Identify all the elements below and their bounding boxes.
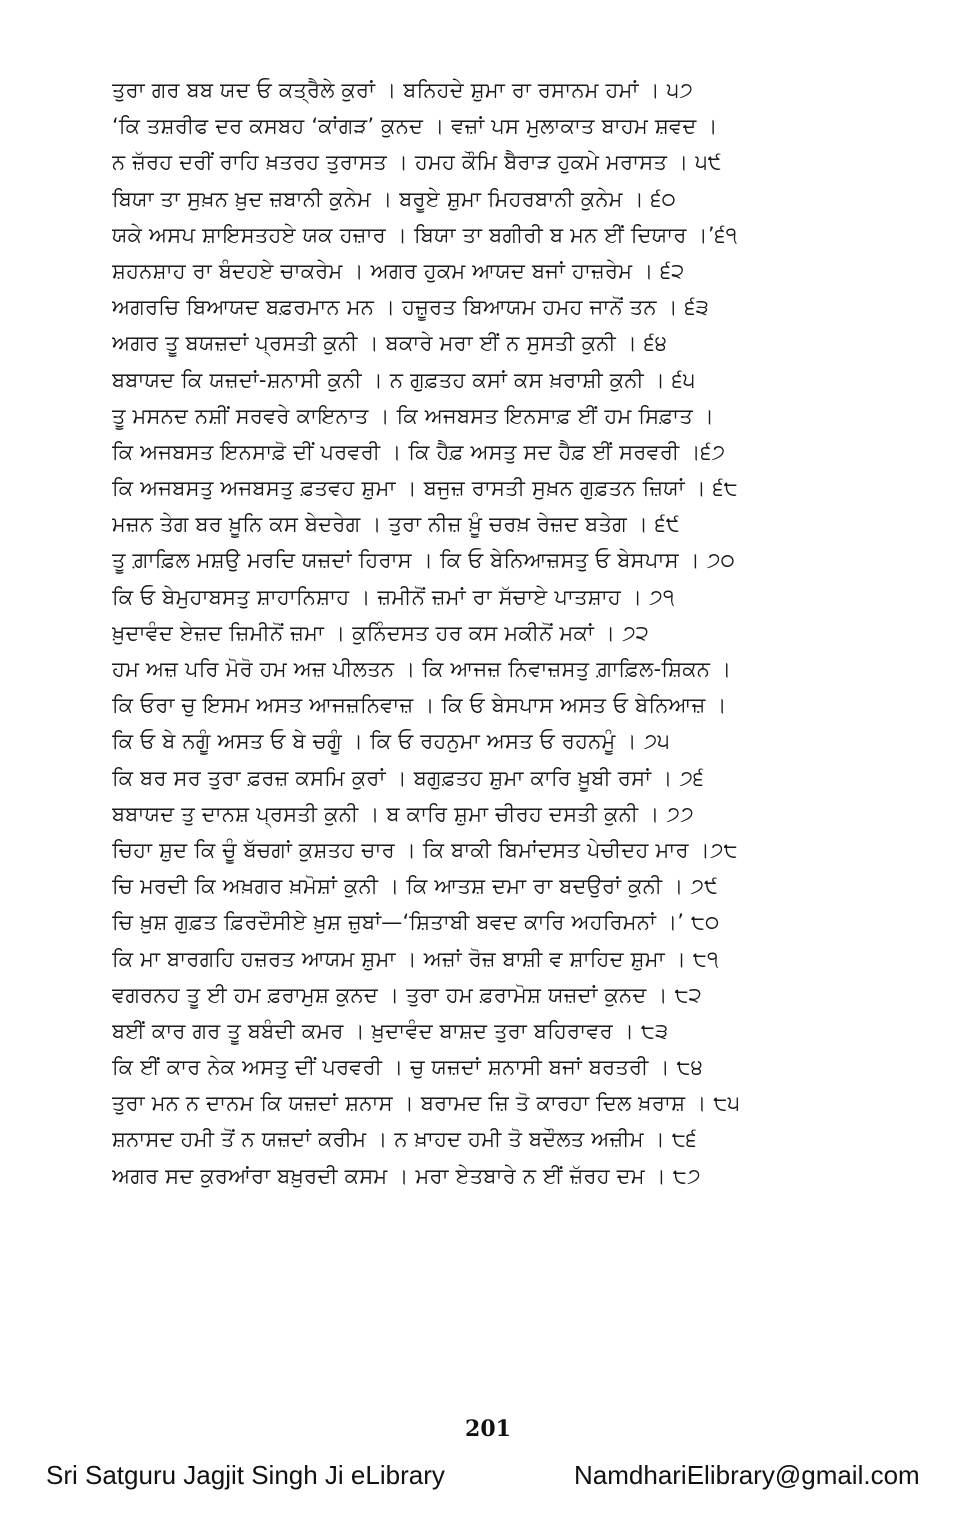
verse-line: ਮਜ਼ਨ ਤੇਗ ਬਰ ਖ਼ੂਨਿ ਕਸ ਬੇਦਰੇਗ । ਤੁਰਾ ਨੀਜ਼ ਖ਼ੂੰ ਚਰਖ਼ ਰੇਜ਼ਦ ਬਤੇਗ । ੬੯ [112, 512, 680, 537]
verse-line: ਬਬਾਯਦ ਤੁ ਦਾਨਸ਼ ਪ੍ਰਸਤੀ ਕੁਨੀ । ਬ ਕਾਰਿ ਸ਼ੁਮਾ ਚੀਰਹ ਦਸਤੀ ਕੁਨੀ । ੭੭ [112, 801, 694, 826]
verse-line: ‘ਕਿ ਤਸ਼ਰੀਫ ਦਰ ਕਸਬਹ ‘ਕਾਂਗੜ’ ਕੁਨਦ । ਵਜ਼ਾਂ ਪਸ ਮੁਲਾਕਾਤ ਬਾਹਮ ਸ਼ਵਦ । [112, 114, 718, 139]
verse-line: ਤੁਰਾ ਮਨ ਨ ਦਾਨਮ ਕਿ ਯਜ਼ਦਾਂ ਸ਼ਨਾਸ । ਬਰਾਮਦ ਜ਼ਿ ਤੋ ਕਾਰਹਾ ਦਿਲ ਖ਼ਰਾਸ਼ । ੮੫ [112, 1091, 741, 1116]
verse-line: ਚਿ ਖ਼ੁਸ਼ ਗੁਫ਼ਤ ਫ਼ਿਰਦੌਸੀਏ ਖ਼ੁਸ਼ ਜ਼ੁਬਾਂ—‘ਸ਼ਿਤਾਬੀ ਬਵਦ ਕਾਰਿ ਅਹਰਿਮਨਾਂ ।’ ੮੦ [112, 910, 720, 935]
verse-line: ਯਕੇ ਅਸਪ ਸ਼ਾਇਸਤਹਏ ਯਕ ਹਜ਼ਾਰ । ਬਿਯਾ ਤਾ ਬਗੀਰੀ ਬ ਮਨ ਈਂ ਦਿਯਾਰ ।’੬੧ [112, 222, 738, 247]
verse-line: ਸ਼ਹਨਸ਼ਾਹ ਰਾ ਬੰਦਹਏ ਚਾਕਰੇਮ । ਅਗਰ ਹੁਕਮ ਆਯਦ ਬਜਾਂ ਹਾਜ਼ਰੇਮ । ੬੨ [112, 258, 685, 283]
verse-line: ਚਿ ਮਰਦੀ ਕਿ ਅਖ਼ਗਰ ਖ਼ਮੋਸ਼ਾਂ ਕੁਨੀ । ਕਿ ਆਤਸ਼ ਦਮਾ ਰਾ ਬਦਉਰਾਂ ਕੁਨੀ । ੭੯ [112, 874, 719, 899]
verse-line: ਤੂ ਗ਼ਾਫ਼ਿਲ ਮਸ਼ਉ ਮਰਦਿ ਯਜ਼ਦਾਂ ਹਿਰਾਸ । ਕਿ ਓ ਬੇਨਿਆਜ਼ਸਤੁ ਓ ਬੇਸਪਾਸ । ੭੦ [112, 548, 735, 573]
footer-library-name: Sri Satguru Jagjit Singh Ji eLibrary [46, 1460, 445, 1490]
verse-line: ਕਿ ਅਜਬਸਤੁ ਅਜਬਸਤੁ ਫ਼ਤਵਹ ਸ਼ੁਮਾ । ਬਜੁਜ਼ ਰਾਸਤੀ ਸੁਖ਼ਨ ਗੁਫ਼ਤਨ ਜ਼ਿਯਾਂ । ੬੮ [112, 476, 738, 501]
verse-line: ਕਿ ਬਰ ਸਰ ਤੁਰਾ ਫ਼ਰਜ਼ ਕਸਮਿ ਕੁਰਾਂ । ਬਗੁਫ਼ਤਹ ਸ਼ੁਮਾ ਕਾਰਿ ਖ਼ੂਬੀ ਰਸਾਂ । ੭੬ [112, 765, 705, 790]
verse-line: ਅਗਰ ਸਦ ਕੁਰਆਂਰਾ ਬਖ਼ੁਰਦੀ ਕਸਮ । ਮਰਾ ਏਤਬਾਰੇ ਨ ਈਂ ਜ਼ੱਰਹ ਦਮ । ੮੭ [112, 1163, 701, 1188]
page-number: 201 [465, 1416, 511, 1442]
verse-line: ਕਿ ਓ ਬੇ ਨਗੂੰ ਅਸਤ ਓ ਬੇ ਚਗੂੰ । ਕਿ ਓ ਰਹਨੁਮਾ ਅਸਤ ਓ ਰਹਨਮੂੰ । ੭੫ [112, 729, 670, 754]
verse-line: ਚਿਹਾ ਸ਼ੁਦ ਕਿ ਚੂੰ ਬੱਚਗਾਂ ਕੁਸ਼ਤਹ ਚਾਰ । ਕਿ ਬਾਕੀ ਬਿਮਾਂਦਸਤ ਪੇਚੀਦਹ ਮਾਰ ।੭੮ [112, 837, 738, 862]
verse-line: ਬਬਾਯਦ ਕਿ ਯਜ਼ਦਾਂ-ਸ਼ਨਾਸੀ ਕੁਨੀ । ਨ ਗੁਫ਼ਤਹ ਕਸਾਂ ਕਸ ਖ਼ਰਾਸ਼ੀ ਕੁਨੀ । ੬੫ [112, 367, 696, 392]
verse-line: ਅਗਰ ਤੂ ਬਯਜ਼ਦਾਂ ਪ੍ਰਸਤੀ ਕੁਨੀ । ਬਕਾਰੇ ਮਰਾ ਈਂ ਨ ਸੁਸਤੀ ਕੁਨੀ । ੬੪ [112, 331, 668, 356]
verse-line: ਕਿ ਅਜਬਸਤ ਇਨਸਾਫ਼ੋ ਦੀਂ ਪਰਵਰੀ । ਕਿ ਹੈਫ਼ ਅਸਤੁ ਸਦ ਹੈਫ਼ ਈਂ ਸਰਵਰੀ ।੬੭ [112, 439, 726, 464]
verse-line: ਕਿ ਮਾ ਬਾਰਗਹਿ ਹਜ਼ਰਤ ਆਯਮ ਸ਼ੁਮਾ । ਅਜ਼ਾਂ ਰੋਜ਼ ਬਾਸ਼ੀ ਵ ਸ਼ਾਹਿਦ ਸ਼ੁਮਾ । ੮੧ [112, 946, 719, 971]
verse-line: ਖ਼ੁਦਾਵੰਦ ਏਜ਼ਦ ਜ਼ਿਮੀਨੋਂ ਜ਼ਮਾ । ਕੁਨਿੰਦਸਤ ਹਰ ਕਸ ਮਕੀਨੋਂ ਮਕਾਂ । ੭੨ [112, 620, 650, 645]
verse-line: ਤੁਰਾ ਗਰ ਬਬ ਯਦ ਓ ਕਤ੍ਰੈਲੇ ਕੁਰਾਂ । ਬਨਿਹਦੇ ਸ਼ੁਮਾ ਰਾ ਰਸਾਨਮ ਹਮਾਂ । ੫੭ [112, 78, 694, 102]
verse-list [112, 72, 902, 1194]
verse-line: ਕਿ ਈਂ ਕਾਰ ਨੇਕ ਅਸਤੁ ਦੀਂ ਪਰਵਰੀ । ਚੁ ਯਜ਼ਦਾਂ ਸ਼ਨਾਸੀ ਬਜਾਂ ਬਰਤਰੀ । ੮੪ [112, 1055, 704, 1080]
verse-line: ਬਈਂ ਕਾਰ ਗਰ ਤੂ ਬਬੰਦੀ ਕਮਰ । ਖ਼ੁਦਾਵੰਦ ਬਾਸ਼ਦ ਤੁਰਾ ਬਹਿਰਾਵਰ । ੮੩ [112, 1018, 669, 1043]
footer-email: NamdhariElibrary@gmail.com [574, 1460, 920, 1490]
verse-line: ਕਿ ਓ ਬੇਮੁਹਾਬਸਤੁ ਸ਼ਾਹਾਨਿਸ਼ਾਹ । ਜ਼ਮੀਨੋਂ ਜ਼ਮਾਂ ਰਾ ਸੱਚਾਏ ਪਾਤਸ਼ਾਹ । ੭੧ [112, 584, 675, 609]
verse-line: ਬਿਯਾ ਤਾ ਸੁਖ਼ਨ ਖ਼ੁਦ ਜ਼ਬਾਨੀ ਕੁਨੇਮ । ਬਰੂਏ ਸ਼ੁਮਾ ਮਿਹਰਬਾਨੀ ਕੁਨੇਮ । ੬੦ [112, 186, 676, 211]
verse-line: ਨ ਜ਼ੱਰਹ ਦਰੀਂ ਰਾਹਿ ਖ਼ਤਰਹ ਤੁਰਾਸਤ । ਹਮਹ ਕੌਮਿ ਬੈਰਾੜ ਹੁਕਮੇ ਮਰਾਸਤ । ੫੯ [112, 150, 722, 175]
verse-line: ਹਮ ਅਜ਼ ਪਰਿ ਮੋਰੋ ਹਮ ਅਜ਼ ਪੀਲਤਨ । ਕਿ ਆਜਜ਼ ਨਿਵਾਜ਼ਸਤੁ ਗ਼ਾਫ਼ਿਲ-ਸ਼ਿਕਨ । [112, 657, 732, 681]
verse-line: ਸ਼ਨਾਸਦ ਹਮੀ ਤੋਂ ਨ ਯਜ਼ਦਾਂ ਕਰੀਮ । ਨ ਖ਼ਾਹਦ ਹਮੀ ਤੋ ਬਦੌਲਤ ਅਜ਼ੀਮ । ੮੬ [112, 1127, 697, 1152]
verse-line: ਅਗਰਚਿ ਬਿਆਯਦ ਬਫ਼ਰਮਾਨ ਮਨ । ਹਜ਼ੂਰਤ ਬਿਆਯਮ ਹਮਹ ਜਾਨੋਂ ਤਨ । ੬੩ [112, 295, 709, 320]
verse-line: ਵਗਰਨਹ ਤੂ ਈ ਹਮ ਫ਼ਰਾਮੁਸ਼ ਕੁਨਦ । ਤੁਰਾ ਹਮ ਫ਼ਰਾਮੋਸ਼ ਯਜ਼ਦਾਂ ਕੁਨਦ । ੮੨ [112, 982, 702, 1007]
verse-line: ਤੂ ਮਸਨਦ ਨਸ਼ੀਂ ਸਰਵਰੇ ਕਾਇਨਾਤ । ਕਿ ਅਜਬਸਤ ਇਨਸਾਫ਼ ਈਂ ਹਮ ਸਿਫ਼ਾਤ । [112, 403, 715, 428]
verse-line: ਕਿ ਓਰਾ ਚੁ ਇਸਮ ਅਸਤ ਆਜਜ਼ਨਿਵਾਜ਼ । ਕਿ ਓ ਬੇਸਪਾਸ ਅਸਤ ਓ ਬੇਨਿਆਜ਼ । [112, 693, 727, 718]
